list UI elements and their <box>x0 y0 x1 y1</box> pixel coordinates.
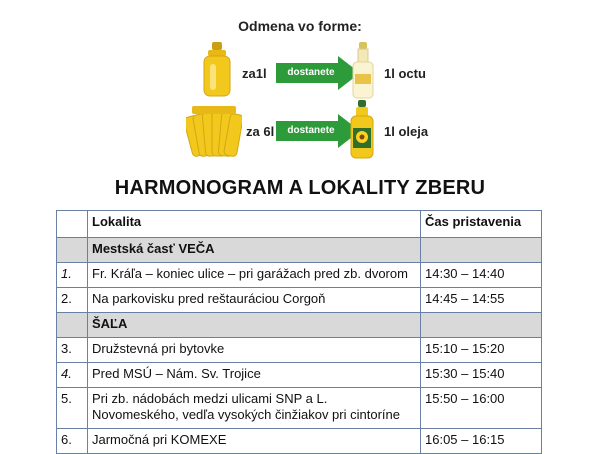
arrow-label: dostanete <box>287 67 335 78</box>
exchange-row-1 <box>0 42 600 102</box>
table-row <box>57 338 542 363</box>
table-row <box>57 288 542 313</box>
row-number: 5. <box>57 388 88 429</box>
amount-label: za 6l <box>246 124 275 139</box>
row-location: Pri zb. nádobách medzi ulicami SNP a L. Novomeského, vedľa vysokých činžiakov pri cintoríne <box>88 388 421 429</box>
row-number: 6. <box>57 429 88 454</box>
exchange-row-2 <box>0 100 600 160</box>
row-time: 14:45 – 14:55 <box>421 288 542 313</box>
row-time: 15:50 – 16:00 <box>421 388 542 429</box>
table-row <box>57 363 542 388</box>
section-time-cell <box>421 238 542 263</box>
oil-bottle-sunflower-icon <box>348 100 376 160</box>
row-time: 16:05 – 16:15 <box>421 429 542 454</box>
oil-bottle-icon <box>200 42 234 98</box>
row-location: Fr. Kráľa – koniec ulice – pri garážach pred zb. dvorom <box>88 263 421 288</box>
section-num-cell <box>57 313 88 338</box>
table-row <box>57 388 542 429</box>
row-location: Na parkovisku pred reštauráciou Corgoň <box>88 288 421 313</box>
page-title: HARMONOGRAM A LOKALITY ZBERU <box>114 177 486 199</box>
exchange-title: Odmena vo forme: <box>238 18 362 34</box>
section-num-cell <box>57 238 88 263</box>
row-location: Družstevná pri bytovke <box>88 338 421 363</box>
header-time: Čas pristavenia <box>421 211 542 238</box>
row-location: Jarmočná pri KOMEXE <box>88 429 421 454</box>
row-time: 15:10 – 15:20 <box>421 338 542 363</box>
header-location: Lokalita <box>88 211 421 238</box>
section-row <box>57 238 542 263</box>
row-time: 14:30 – 14:40 <box>421 263 542 288</box>
row-location: Pred MSÚ – Nám. Sv. Trojice <box>88 363 421 388</box>
section-time-cell <box>421 313 542 338</box>
result-label: 1l octu <box>384 66 426 81</box>
row-number: 2. <box>57 288 88 313</box>
table-header-row <box>57 211 542 238</box>
row-number: 1. <box>57 263 88 288</box>
arrow-label: dostanete <box>287 125 335 136</box>
amount-label: za1l <box>242 66 267 81</box>
section-name: ŠAĽA <box>88 313 421 338</box>
result-label: 1l oleja <box>384 124 429 139</box>
schedule-table <box>56 210 542 454</box>
row-time: 15:30 – 15:40 <box>421 363 542 388</box>
row-number: 4. <box>57 363 88 388</box>
section-row <box>57 313 542 338</box>
header-num-cell <box>57 211 88 238</box>
vinegar-bottle-icon <box>350 42 376 100</box>
row-number: 3. <box>57 338 88 363</box>
section-name: Mestská časť VEČA <box>88 238 421 263</box>
table-row <box>57 263 542 288</box>
oil-bottles-six-icon <box>186 100 242 160</box>
